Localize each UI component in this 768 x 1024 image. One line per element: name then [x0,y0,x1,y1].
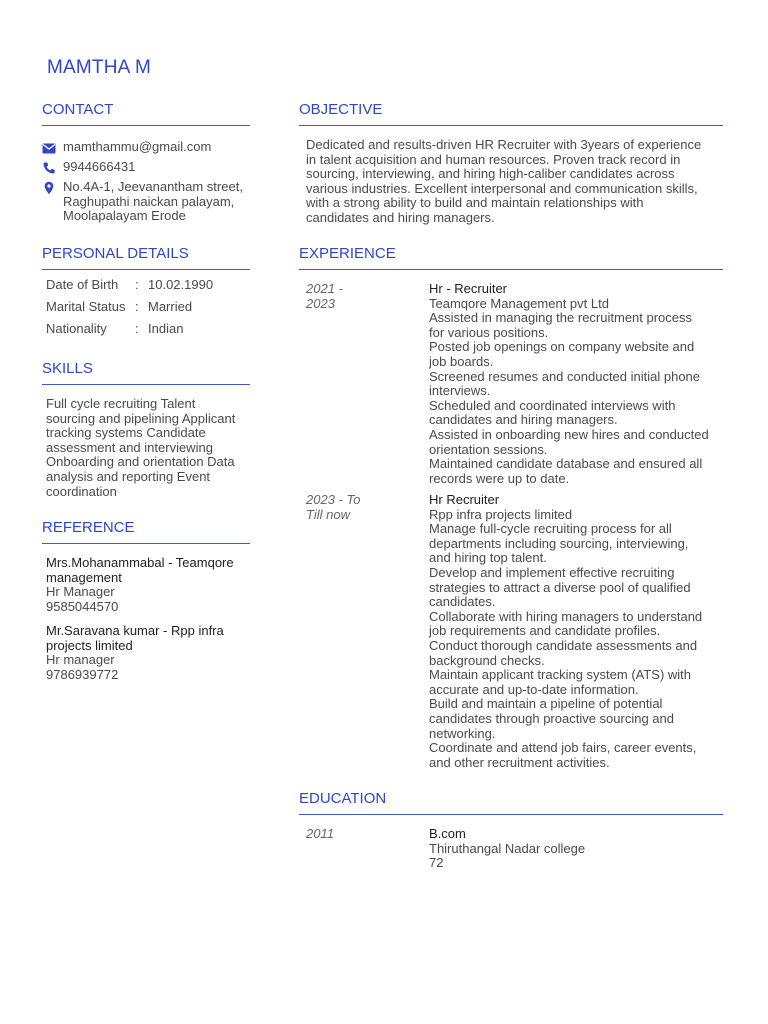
phone-icon [42,161,55,175]
contact-phone-row [42,160,135,175]
contact-email-row [42,140,211,155]
objective-heading: OBJECTIVE [299,101,723,126]
location-icon [42,181,55,195]
candidate-name: MAMTHA M [47,57,151,78]
personal-row-marital: Marital Status : Married [46,299,193,314]
contact-address: No.4A-1, Jeevanantham street, Raghupathi naickan palayam, Moolapalayam Erode [63,179,243,224]
contact-email[interactable]: mamthammu@gmail.com [63,139,212,154]
personal-row-dob: Date of Birth : 10.02.1990 [46,277,214,292]
job-1-date: 2021 - 2023 [306,281,343,311]
skills-heading: SKILLS [42,360,250,385]
contact-heading: CONTACT [42,101,250,126]
education-heading: EDUCATION [299,790,723,815]
reference-heading: REFERENCE [42,519,250,544]
job-2-date: 2023 - To Till now [306,492,361,522]
job-1-details: Hr - Recruiter Teamqore Management pvt Ltd Assisted in managing the recruitment process for various positions. Posted job openings on company website and job boards. Screened resumes and conducted initial phone interviews. Scheduled and coordinated interviews with candidates and hiring managers. Assisted in onboarding new hires and conducted orientation sessions. Maintained candidate database and ensured all records were up to date. [429,281,709,486]
experience-heading: EXPERIENCE [299,245,723,270]
contact-phone[interactable]: 9944666431 [63,159,136,174]
reference-item-1: Mrs.Mohanammabal - Teamqore management Hr Manager 9585044570 [46,555,234,614]
education-date: 2011 [306,826,334,841]
reference-item-2: Mr.Saravana kumar - Rpp infra projects limited Hr manager 9786939772 [46,623,224,682]
personal-row-nationality: Nationality : Indian [46,321,184,336]
contact-address-row [42,180,243,224]
skills-text: Full cycle recruiting Talent sourcing and pipelining Applicant tracking systems Candidate assessment and interviewing Onboarding and orientation Data analysis and reporting Event coordination [46,396,236,499]
education-details: B.com Thiruthangal Nadar college 72 [429,826,586,871]
job-2-details: Hr Recruiter Rpp infra projects limited Manage full-cycle recruiting process for all departments including sourcing, interviewing, and hiring top talent. Develop and implement effective recruiting strategies to attract a diverse pool of qualified candidates. Collaborate with hiring managers to understand job requirements and candidate profiles. Conduct thorough candidate assessments and background checks. Maintain applicant tracking system (ATS) with accurate and up-to-date information. Build and maintain a pipeline of potential candidates through proactive sourcing and networking. Coordinate and attend job fairs, career events, and other recruitment activities. [429,492,703,770]
mail-icon [42,141,55,155]
objective-text: Dedicated and results-driven HR Recruiter with 3years of experience in talent acquisition and human resources. Proven track record in sourcing, interviewing, and hiring high-caliber candidates across various industries. Excellent interpersonal and communication skills, with a strong ability to build and maintain relationships with candidates and hiring managers. [306,137,702,225]
personal-details-heading: PERSONAL DETAILS [42,245,250,270]
